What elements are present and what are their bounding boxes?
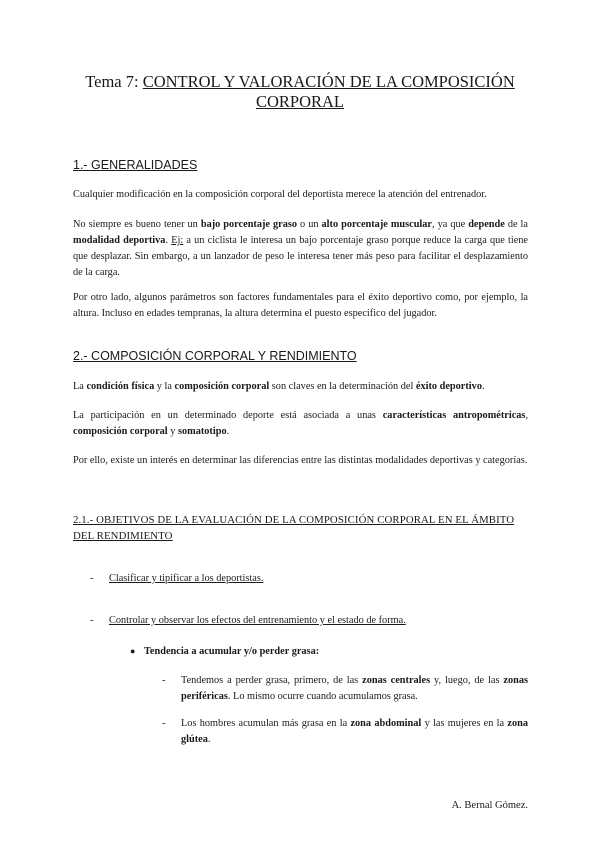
dash-marker: - (162, 718, 166, 729)
sub-item-2 (162, 716, 528, 748)
bold-text: zona abdominal (350, 718, 422, 729)
text-run: y (167, 426, 178, 437)
section-1-paragraph-1: Cualquier modificación en la composición corporal del deportista merece la atención del entrenador. (73, 189, 487, 200)
section-2-paragraph-2 (73, 408, 528, 440)
bold-text: zonas centrales (362, 675, 431, 686)
text-run: Tendemos a perder grasa, primero, de las (181, 675, 363, 686)
bullet-text: Tendencia a acumular y/o perder grasa: (144, 646, 320, 657)
bold-text: alto porcentaje muscular (321, 219, 433, 230)
text-run: . (481, 381, 485, 392)
text-run: , ya que (432, 219, 469, 230)
bold-text: modalidad deportiva (73, 235, 166, 246)
text-run: y, luego, de las (430, 675, 504, 686)
title-prefix: Tema 7: (85, 72, 143, 91)
dash-marker: - (90, 573, 94, 584)
text-run: . Lo mismo ocurre cuando acumulamos grasa. (227, 691, 418, 702)
bold-text: bajo porcentaje graso (200, 219, 298, 230)
text-run: y la (154, 381, 175, 392)
bold-text: zonas periféricas (181, 675, 528, 702)
text-run: a un ciclista le interesa un bajo porcentaje graso porque reduce la carga que tiene que desplazar. Sin embargo, a un lanzador de peso le interesa tener más peso para facilitar el desplazamiento de la carga. (73, 235, 528, 278)
bullet-marker: ● (130, 646, 136, 656)
text-run: o un (297, 219, 322, 230)
document-title (40, 72, 560, 112)
footer-author: A. Bernal Gómez. (451, 800, 528, 811)
bullet-item-1 (130, 643, 319, 660)
title-line1: CONTROL Y VALORACIÓN DE LA COMPOSICIÓN (142, 72, 515, 91)
text-run: La participación en un determinado deporte está asociada a unas (73, 410, 383, 421)
text-run: y las mujeres en la (421, 718, 508, 729)
text-run: . (226, 426, 230, 437)
objective-item-2 (90, 613, 530, 629)
section-1-paragraph-2 (73, 217, 528, 281)
text-run: , (525, 410, 529, 421)
bold-text: composición corporal (73, 426, 168, 437)
text-run: de la (504, 219, 528, 230)
sub-item-text (181, 673, 528, 705)
bold-text: somatotipo (177, 426, 227, 437)
text-run: La (73, 381, 87, 392)
bold-text: características antropométricas (382, 410, 526, 421)
text-run: Los hombres acumulan más grasa en la (181, 718, 351, 729)
title-line2: CORPORAL (255, 92, 345, 111)
bold-text: composición corporal (174, 381, 270, 392)
objective-text: Controlar y observar los efectos del entrenamiento y el estado de forma. (109, 615, 406, 626)
objective-item-1 (90, 571, 530, 587)
section-2-1-heading: 2.1.- OBJETIVOS DE LA EVALUACIÓN DE LA COMPOSICIÓN CORPORAL EN EL ÁMBITO DEL RENDIMIENTO (73, 514, 515, 542)
bold-text: éxito deportivo (415, 381, 482, 392)
sub-item-1 (162, 673, 528, 705)
bold-text: zona glútea (181, 718, 529, 745)
text-run: . (207, 734, 211, 745)
section-2-heading: 2.- COMPOSICIÓN CORPORAL Y RENDIMIENTO (73, 349, 357, 363)
text-run: . (165, 235, 172, 246)
dash-marker: - (162, 675, 166, 686)
text-run: No siempre es bueno tener un (73, 219, 201, 230)
section-1-heading: 1.- GENERALIDADES (73, 158, 198, 172)
section-2-paragraph-3: Por ello, existe un interés en determinar las diferencias entre las distintas modalidades deportivas y categorías. (73, 455, 528, 466)
bold-text: condición física (86, 381, 155, 392)
section-2-paragraph-1 (73, 379, 528, 395)
underlined-text: Ej: (171, 235, 184, 246)
sub-item-text (181, 716, 528, 748)
dash-marker: - (90, 615, 94, 626)
section-1-paragraph-3: Por otro lado, algunos parámetros son factores fundamentales para el éxito deportivo como, por ejemplo, la altura. Incluso en edades tempranas, la altura determina el puesto específico del jugador. (73, 292, 528, 319)
bold-text: depende (468, 219, 505, 230)
text-run: son claves en la determinación del (269, 381, 416, 392)
objective-text: Clasificar y tipificar a los deportistas. (109, 573, 264, 584)
